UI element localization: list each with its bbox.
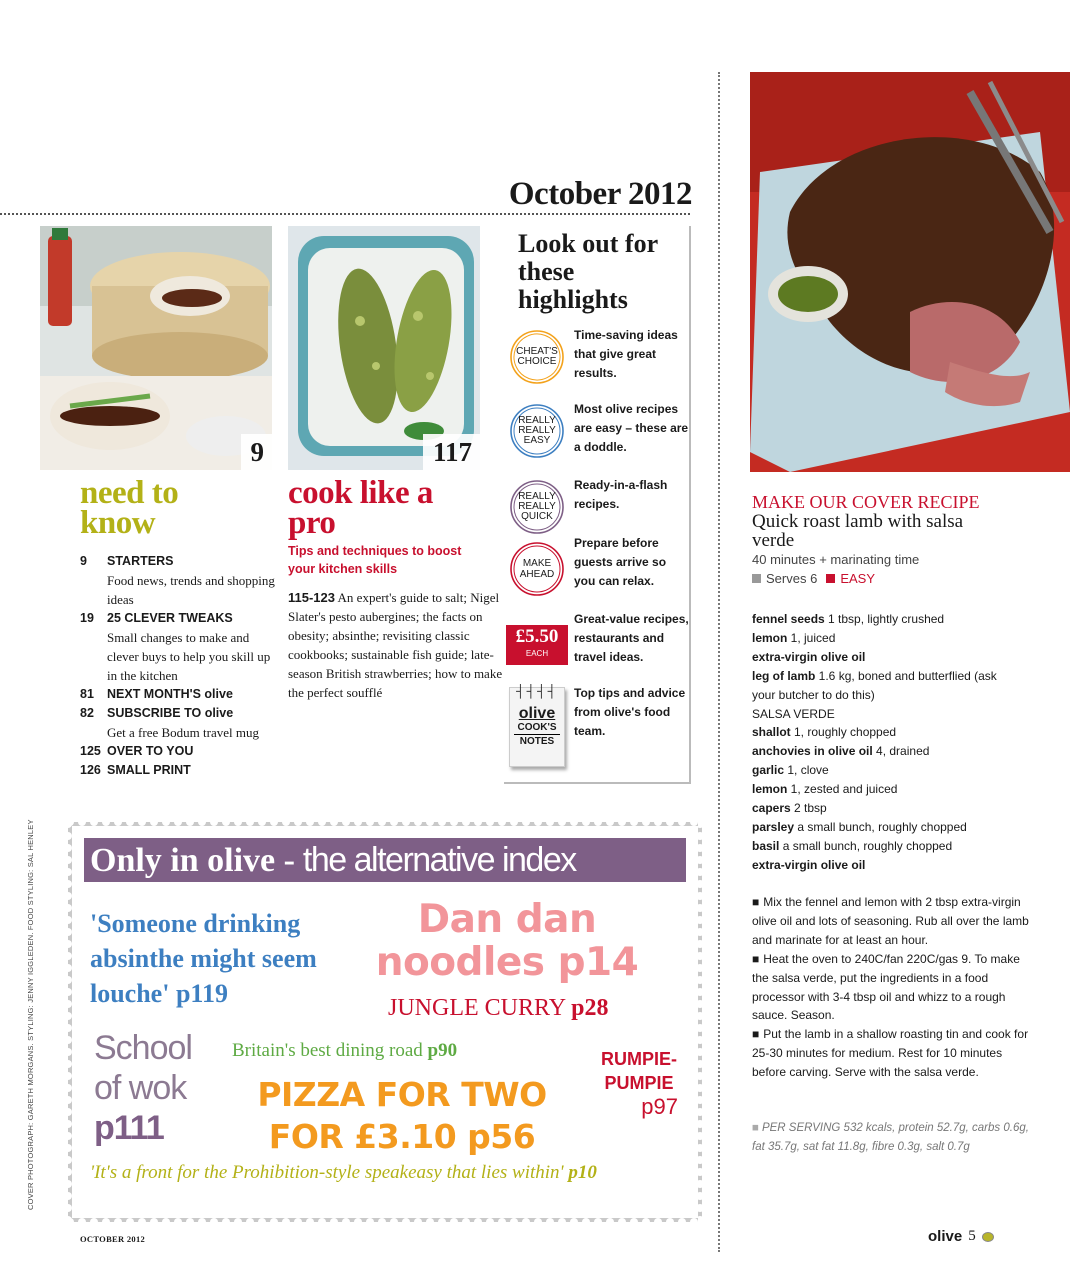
highlight-really-easy [504,400,694,462]
ingredient-row [752,856,1012,875]
toc-label: STARTERS [107,554,174,568]
header-bold: Only in olive - [90,842,295,879]
ingredient-row [752,648,1012,667]
toc-row [80,704,280,742]
really-easy-badge [504,400,570,462]
issue-title: October 2012 [508,176,692,212]
column-divider [718,72,720,1252]
school-of-wok [94,1028,204,1148]
pizza-for-two: PIZZA FOR TWO FOR £3.10 p56 [257,1075,547,1156]
highlight-text: Time-saving ideas that give great results. [574,328,678,380]
cook-like-a-pro-photo [288,226,480,470]
highlight-text: Ready-in-a-flash recipes. [574,478,668,511]
cook-like-a-pro-body [288,588,503,702]
cook-like-a-pro-subtitle: Tips and techniques to boost your kitchen skills [288,544,462,576]
olive-icon [982,1232,994,1242]
price-tag [506,625,568,665]
ingredient-row [752,723,1012,742]
jungle-page: p28 [571,995,609,1021]
ingredient-qty: 1.6 kg, boned and butterflied (ask your butcher to do this) [752,668,997,702]
difficulty-text: EASY [840,571,875,586]
ingredient-name: parsley [752,819,795,834]
highlight-cooks-notes [504,684,694,770]
page-number-badge: 117 [423,434,480,470]
method-step [752,1025,1032,1082]
cook-like-a-pro-heading [288,475,448,541]
ingredients-list [752,610,1012,875]
photo-credit: COVER PHOTOGRAPH: GARETH MORGANS. STYLING: JENNY IGGLEDEN. FOOD STYLING: SAL HENLEY [26,819,35,1210]
method-steps [752,893,1032,1082]
ingredient-row [752,742,1012,761]
ingredient-name: basil [752,838,780,853]
cover-recipe-photo [750,72,1070,472]
toc-label: 25 CLEVER TWEAKS [107,611,233,625]
toc-description: Food news, trends and shopping ideas [107,573,275,607]
ingredient-qty: 1 tbsp, lightly crushed [824,612,945,626]
ingredient-row [752,837,1012,856]
page-number-badge: 9 [241,434,273,470]
footer-issue: OCTOBER 2012 [80,1234,146,1244]
ingredient-row [752,761,1012,780]
highlight-cheats-choice [504,326,694,388]
highlight-text: Top tips and advice from olive's food team. [574,686,686,738]
page-range: 115-123 [288,590,335,605]
toc-description: Get a free Bodum travel mug [107,725,259,740]
toc-page-number: 81 [80,687,94,701]
really-quick-badge [504,476,570,538]
toc-page-number: 126 [80,763,101,777]
price-badge [504,610,570,672]
notebook-line2: NOTES [519,736,555,747]
toc-entry [107,552,280,609]
price-sub: EACH [525,649,549,658]
highlight-text: Most olive recipes are easy – these are a doddle. [574,402,689,454]
footer-page-number: 5 [968,1228,976,1244]
toc-entry [107,685,280,704]
badge-label: REALLY REALLY EASY [518,415,556,446]
cook-like-a-pro-title-text: cook like a pro [288,475,433,541]
ingredient-name: lemon [752,630,788,645]
ingredient-qty: a small bunch, roughly chopped [779,838,953,853]
rumpie-text: RUMPIE-PUMPIE [601,1049,677,1093]
need-to-know-photo [40,226,272,470]
ingredient-row [752,818,1012,837]
body-text: An expert's guide to salt; Nigel Slater's pesto aubergines; the facts on obesity; absinthe; revisiting classic cookbooks; sustainable fish guide; late-season British strawberries; how to make the perfect soufflé [288,590,503,700]
speakeasy-quote [90,1162,690,1184]
highlights-title: Look out for these highlights [518,229,658,314]
badge-label: MAKE AHEAD [519,558,555,580]
ingredient-qty: 1, roughly chopped [790,725,897,740]
highlight-great-value [504,610,694,672]
toc-row [80,742,280,761]
toc-label: SUBSCRIBE TO olive [107,706,234,720]
toc-row [80,552,280,609]
ingredient-row [752,629,1012,648]
ingredient-qty: SALSA VERDE [752,706,835,721]
method-step [752,893,1032,950]
cover-recipe-label: MAKE OUR COVER RECIPE [752,492,980,512]
toc-row [80,685,280,704]
toc-page-number: 9 [80,554,87,568]
need-to-know-title-text: need to know [80,475,179,541]
highlight-make-ahead [504,534,694,600]
footer-brand: olive [928,1228,963,1245]
toc-row [80,761,280,780]
nutrition-info: ■ PER SERVING 532 kcals, protein 52.7g, carbs 0.6g, fat 35.7g, sat fat 11.8g, fibre 0.3g, salt 0.7g [752,1119,1032,1157]
toc-label: NEXT MONTH'S olive [107,687,233,701]
toc-description: Small changes to make and clever buys to help you skill up in the kitchen [107,630,271,683]
ingredient-row [752,799,1012,818]
ingredient-row [752,705,1012,724]
ingredient-row [752,667,1012,705]
recipe-serves [752,571,875,586]
toc-entry [107,761,280,780]
toc-label: OVER TO YOU [107,744,194,758]
top-divider [0,213,690,215]
ingredient-row [752,610,1012,629]
need-to-know-heading [80,475,210,541]
dan-dan-noodles: Dan dan noodles p14 [375,897,639,985]
cooks-notes-badge [504,684,570,770]
toc-page-number: 19 [80,611,94,625]
recipe-time: 40 minutes + marinating time [752,552,920,567]
toc-label: SMALL PRINT [107,763,191,777]
cover-recipe-title: Quick roast lamb with salsa verde [752,511,964,551]
ingredient-qty: a small bunch, roughly chopped [794,819,967,834]
highlight-text: Great-value recipes, restaurants and travel ideas. [574,612,689,664]
school-text: School of wok [94,1029,192,1107]
method-step [752,950,1032,1026]
britain-text: Britain's best dining road [232,1040,423,1061]
ingredient-row [752,780,1012,799]
absinthe-quote: 'Someone drinking absinthe might seem louche' p119 [90,909,317,1008]
cheats-choice-badge [504,326,570,388]
ingredient-name: anchovies in olive oil [752,744,873,759]
ingredient-name: capers [752,801,791,816]
front-page: p10 [568,1162,597,1183]
toc-entry [107,704,280,742]
toc-row [80,609,280,685]
ingredient-name: lemon [752,782,788,797]
ingredient-qty: 1, zested and juiced [787,782,898,797]
square-icon [826,574,835,583]
method-text: Mix the fennel and lemon with 2 tbsp extra-virgin olive oil and lots of seasoning. Rub all over the lamb and marinate for at least an hour. [752,895,1029,947]
square-icon [752,574,761,583]
make-ahead-badge [504,538,570,600]
ingredient-qty: 2 tbsp [790,801,827,816]
header-light: the alternative index [294,841,576,879]
price-value: £5.50 [515,626,559,647]
ingredient-name: fennel seeds [752,612,825,626]
highlight-really-quick [504,476,694,538]
method-text: Heat the oven to 240C/fan 220C/gas 9. To make the salsa verde, put the ingredients in a food processor with 3-4 tbsp oil and whizz to a rough sauce. Season. [752,951,1020,1023]
notebook-brand: olive [518,705,556,722]
toc-entry [107,609,280,685]
method-text: Put the lamb in a shallow roasting tin and cook for 25-30 minutes for medium. Rest for 10 minutes before carving. Serve with the salsa verde. [752,1027,1029,1080]
ingredient-qty: 4, drained [872,744,930,759]
britain-dining-road [232,1040,457,1062]
badge-label: REALLY REALLY QUICK [518,491,556,522]
jungle-curry [388,995,609,1022]
ingredient-name: extra-virgin olive oil [752,857,866,872]
ingredient-qty: 1, clove [784,763,829,778]
notebook-line1: COOK'S [514,722,560,735]
highlight-text: Prepare before guests arrive so you can relax. [574,536,667,588]
serves-text: Serves 6 [766,571,818,586]
ingredient-name: leg of lamb [752,668,816,683]
ingredient-qty: 1, juiced [787,630,836,645]
ingredient-name: extra-virgin olive oil [752,649,866,664]
toc-page-number: 125 [80,744,101,758]
jungle-text: JUNGLE CURRY [388,995,566,1021]
need-to-know-contents [80,552,280,780]
footer-page [928,1228,994,1245]
school-page: p111 [94,1109,164,1147]
alternative-index-header [84,838,686,882]
toc-entry [107,742,280,761]
badge-label: CHEAT'S CHOICE [516,346,558,367]
ingredient-name: garlic [752,763,785,778]
notebook-icon [509,684,565,767]
spiral-icon: ┤┤┤┤ [516,684,559,698]
toc-page-number: 82 [80,706,94,720]
ingredient-name: shallot [752,725,791,740]
rumpie-page: p97 [641,1094,678,1119]
britain-page: p90 [427,1040,458,1061]
front-text: 'It's a front for the Prohibition-style speakeasy that lies within' [90,1162,564,1183]
